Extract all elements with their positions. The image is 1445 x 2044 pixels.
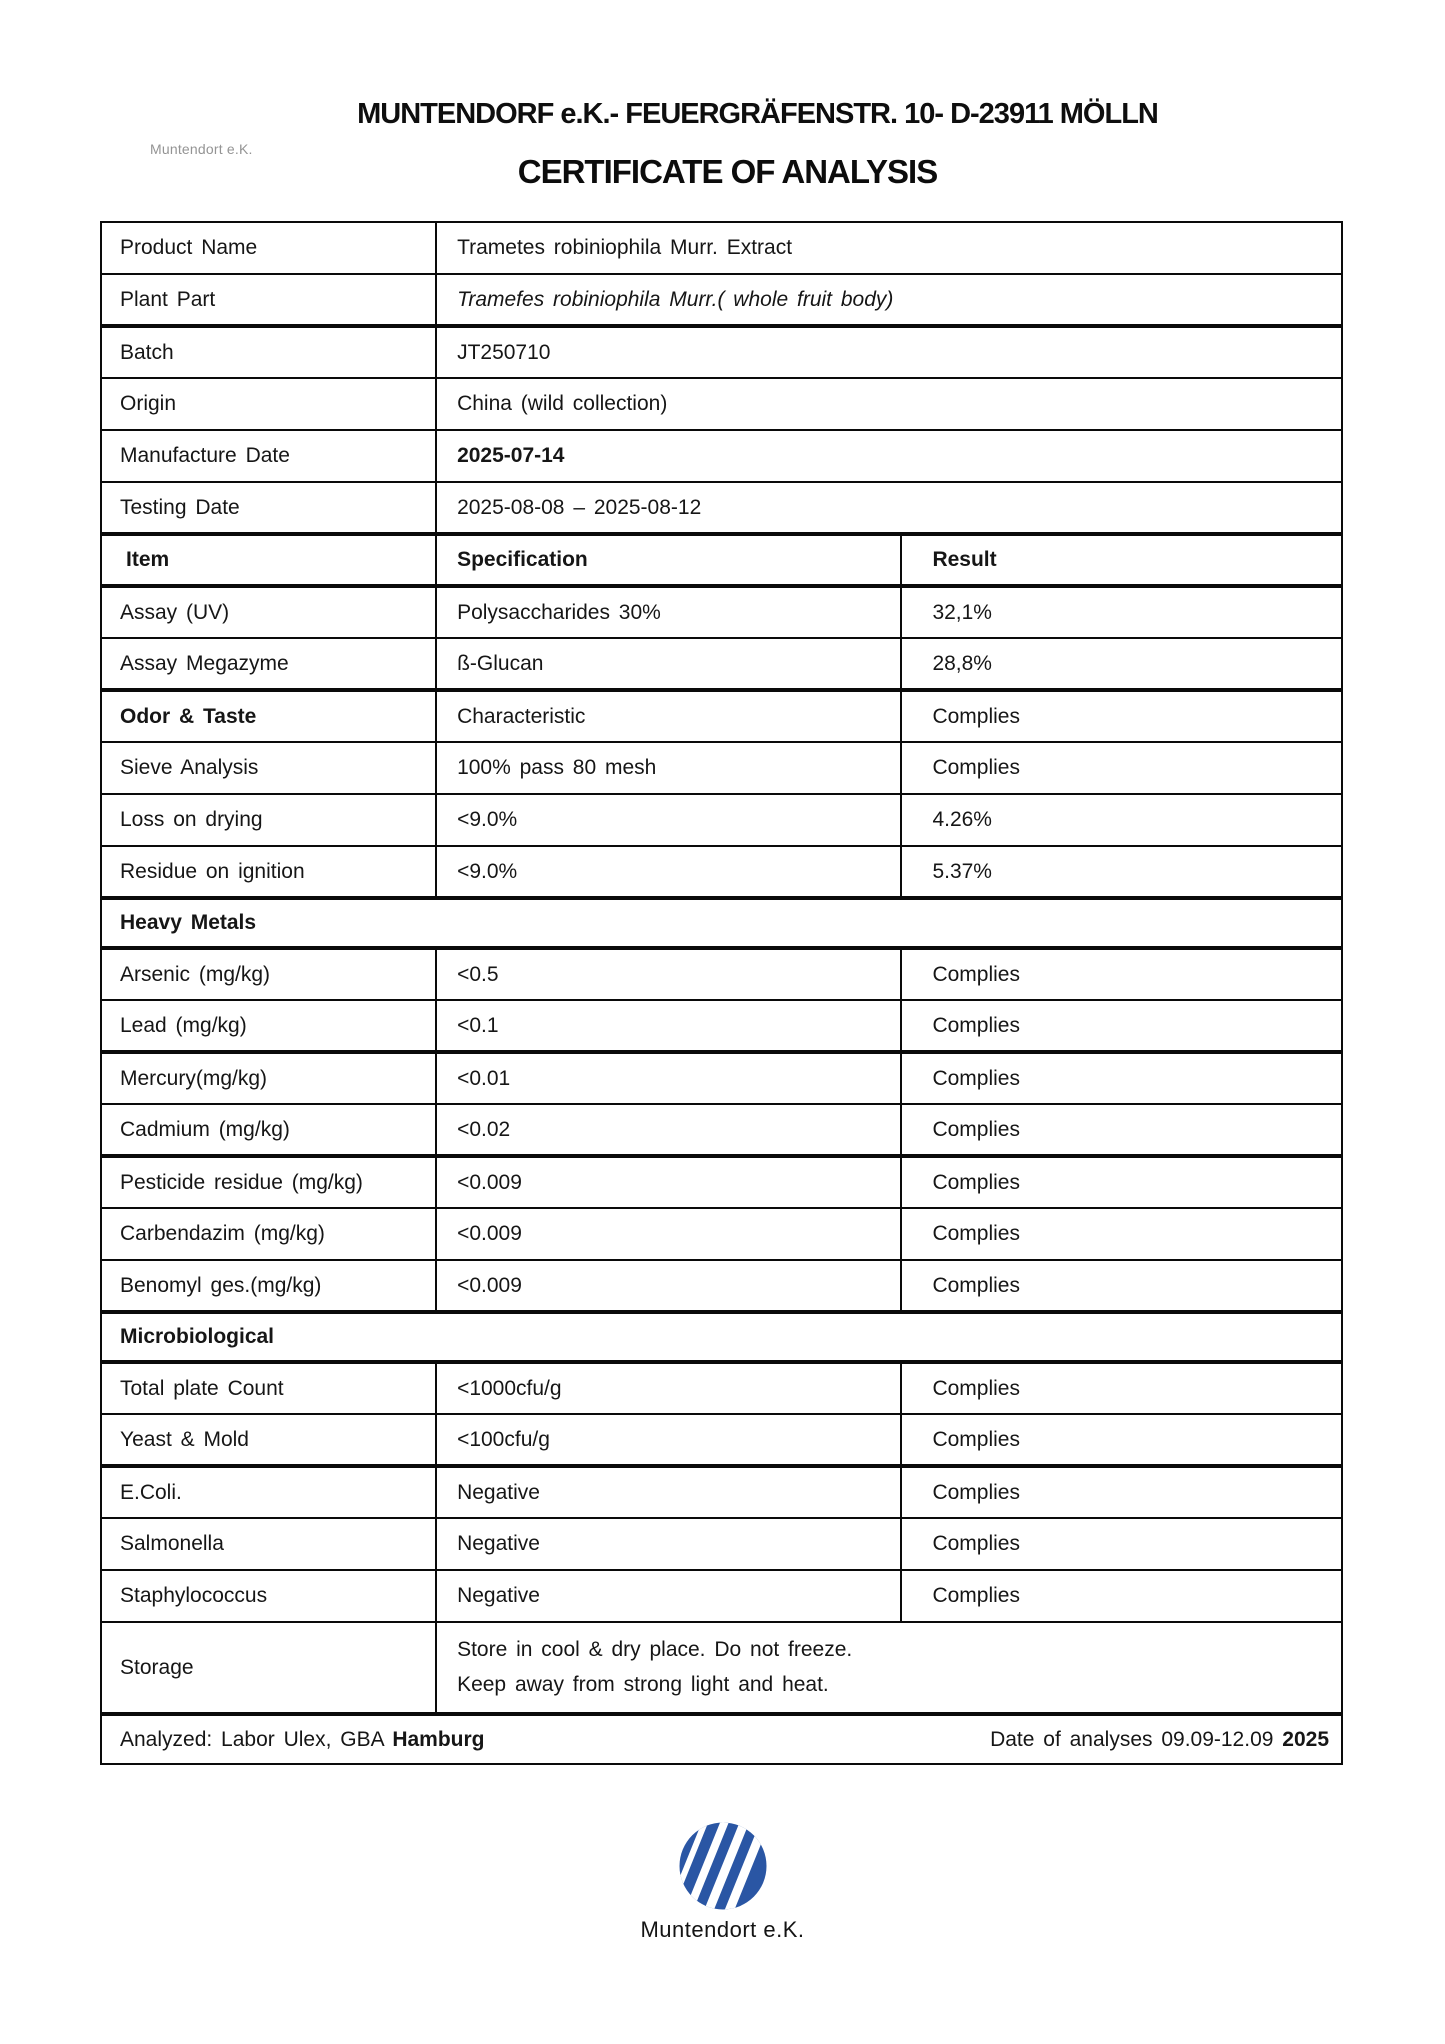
company-watermark: Muntendort e.K. [150, 141, 253, 157]
cell-item: Arsenic (mg/kg) [101, 948, 436, 1000]
cell-specification: Negative [436, 1518, 901, 1570]
row-label: Testing Date [101, 482, 436, 534]
cell-result: Complies [901, 1208, 1342, 1260]
column-header-result: Result [901, 534, 1342, 586]
row-label: Storage [101, 1622, 436, 1714]
cell-result: Complies [901, 1000, 1342, 1052]
row-label: Manufacture Date [101, 430, 436, 482]
analysis-footer-cell [101, 1714, 1342, 1764]
section-title: Heavy Metals [101, 898, 1342, 948]
cell-item: Residue on ignition [101, 846, 436, 898]
cell-result: Complies [901, 1466, 1342, 1518]
table-row [101, 1104, 1342, 1156]
cell-item: Odor & Taste [101, 690, 436, 742]
cell-result: Complies [901, 948, 1342, 1000]
cell-item: Lead (mg/kg) [101, 1000, 436, 1052]
row-label: Product Name [101, 222, 436, 274]
cell-item: Assay Megazyme [101, 638, 436, 690]
cell-result: Complies [901, 1414, 1342, 1466]
page-title: CERTIFICATE OF ANALYSIS [517, 153, 938, 190]
row-value: 2025-07-14 [436, 430, 1342, 482]
cell-item: Yeast & Mold [101, 1414, 436, 1466]
row-value: Tramefes robiniophila Murr.( whole fruit body) [436, 274, 1342, 326]
cell-item: Carbendazim (mg/kg) [101, 1208, 436, 1260]
section-row [101, 1312, 1342, 1362]
section-row [101, 898, 1342, 948]
row-value: 2025-08-08 – 2025-08-12 [436, 482, 1342, 534]
table-row [101, 534, 1342, 586]
table-row [101, 482, 1342, 534]
row-value: Trametes robiniophila Murr. Extract [436, 222, 1342, 274]
table-row [101, 846, 1342, 898]
cell-item: E.Coli. [101, 1466, 436, 1518]
table-row [101, 274, 1342, 326]
cell-result: Complies [901, 1156, 1342, 1208]
table-row [101, 1156, 1342, 1208]
cell-item: Salmonella [101, 1518, 436, 1570]
cell-result: Complies [901, 1362, 1342, 1414]
cell-item: Loss on drying [101, 794, 436, 846]
cell-result: Complies [901, 690, 1342, 742]
column-header-specification: Specification [436, 534, 901, 586]
table-row [101, 1052, 1342, 1104]
analysis-footer [102, 1728, 1341, 1752]
table-row [101, 1000, 1342, 1052]
cell-item: Sieve Analysis [101, 742, 436, 794]
cell-item: Mercury(mg/kg) [101, 1052, 436, 1104]
cell-specification: <0.5 [436, 948, 901, 1000]
cell-result: Complies [901, 1260, 1342, 1312]
section-title: Microbiological [101, 1312, 1342, 1362]
table-row [101, 794, 1342, 846]
table-row [101, 222, 1342, 274]
cell-specification: <0.009 [436, 1208, 901, 1260]
cell-item: Staphylococcus [101, 1570, 436, 1622]
cell-specification: Polysaccharides 30% [436, 586, 901, 638]
cell-specification: <0.009 [436, 1156, 901, 1208]
cell-specification: <9.0% [436, 794, 901, 846]
cell-item: Benomyl ges.(mg/kg) [101, 1260, 436, 1312]
cell-specification: <0.02 [436, 1104, 901, 1156]
cell-result: Complies [901, 1052, 1342, 1104]
row-label: Origin [101, 378, 436, 430]
coa-table [100, 221, 1343, 1765]
table-row [101, 430, 1342, 482]
coa-table-body [101, 222, 1342, 1764]
storage-line: Keep away from strong light and heat. [457, 1672, 829, 1696]
storage-lines [436, 1622, 1342, 1714]
cell-result: Complies [901, 1104, 1342, 1156]
company-address-line: MUNTENDORF e.K.- FEUERGRÄFENSTR. 10- D-23911 MÖLLN [357, 98, 1158, 130]
logo-globe-icon [678, 1821, 768, 1911]
cell-result: 5.37% [901, 846, 1342, 898]
cell-specification: <0.009 [436, 1260, 901, 1312]
table-row [101, 1518, 1342, 1570]
cell-specification: 100% pass 80 mesh [436, 742, 901, 794]
cell-specification: <9.0% [436, 846, 901, 898]
cell-specification: <1000cfu/g [436, 1362, 901, 1414]
cell-specification: ß-Glucan [436, 638, 901, 690]
table-row [101, 1208, 1342, 1260]
cell-result: 28,8% [901, 638, 1342, 690]
cell-result: 32,1% [901, 586, 1342, 638]
analyzed-by: Analyzed: Labor Ulex, GBA Hamburg [120, 1727, 485, 1751]
table-row [101, 948, 1342, 1000]
table-row [101, 326, 1342, 378]
table-row [101, 1466, 1342, 1518]
table-row [101, 742, 1342, 794]
cell-specification: Characteristic [436, 690, 901, 742]
row-value: China (wild collection) [436, 378, 1342, 430]
cell-specification: Negative [436, 1570, 901, 1622]
cell-result: Complies [901, 1570, 1342, 1622]
row-label: Plant Part [101, 274, 436, 326]
cell-result: Complies [901, 742, 1342, 794]
cell-specification: <0.1 [436, 1000, 901, 1052]
table-row [101, 1260, 1342, 1312]
table-row [101, 378, 1342, 430]
muntendorf-logo [0, 1821, 1445, 1943]
date-of-analyses: Date of analyses 09.09-12.09 2025 [990, 1727, 1329, 1751]
table-row [101, 1414, 1342, 1466]
logo-text: Muntendort e.K. [640, 1917, 805, 1942]
cell-item: Pesticide residue (mg/kg) [101, 1156, 436, 1208]
storage-line: Store in cool & dry place. Do not freeze. [457, 1637, 853, 1661]
cell-result: 4.26% [901, 794, 1342, 846]
row-value: JT250710 [436, 326, 1342, 378]
table-row [101, 586, 1342, 638]
table-row [101, 1622, 1342, 1714]
column-header-item: Item [101, 534, 436, 586]
table-row [101, 638, 1342, 690]
cell-specification: <0.01 [436, 1052, 901, 1104]
footer-row [101, 1714, 1342, 1764]
table-row [101, 1570, 1342, 1622]
table-row [101, 690, 1342, 742]
cell-specification: Negative [436, 1466, 901, 1518]
row-label: Batch [101, 326, 436, 378]
cell-item: Total plate Count [101, 1362, 436, 1414]
cell-item: Cadmium (mg/kg) [101, 1104, 436, 1156]
cell-result: Complies [901, 1518, 1342, 1570]
cell-item: Assay (UV) [101, 586, 436, 638]
table-row [101, 1362, 1342, 1414]
cell-specification: <100cfu/g [436, 1414, 901, 1466]
